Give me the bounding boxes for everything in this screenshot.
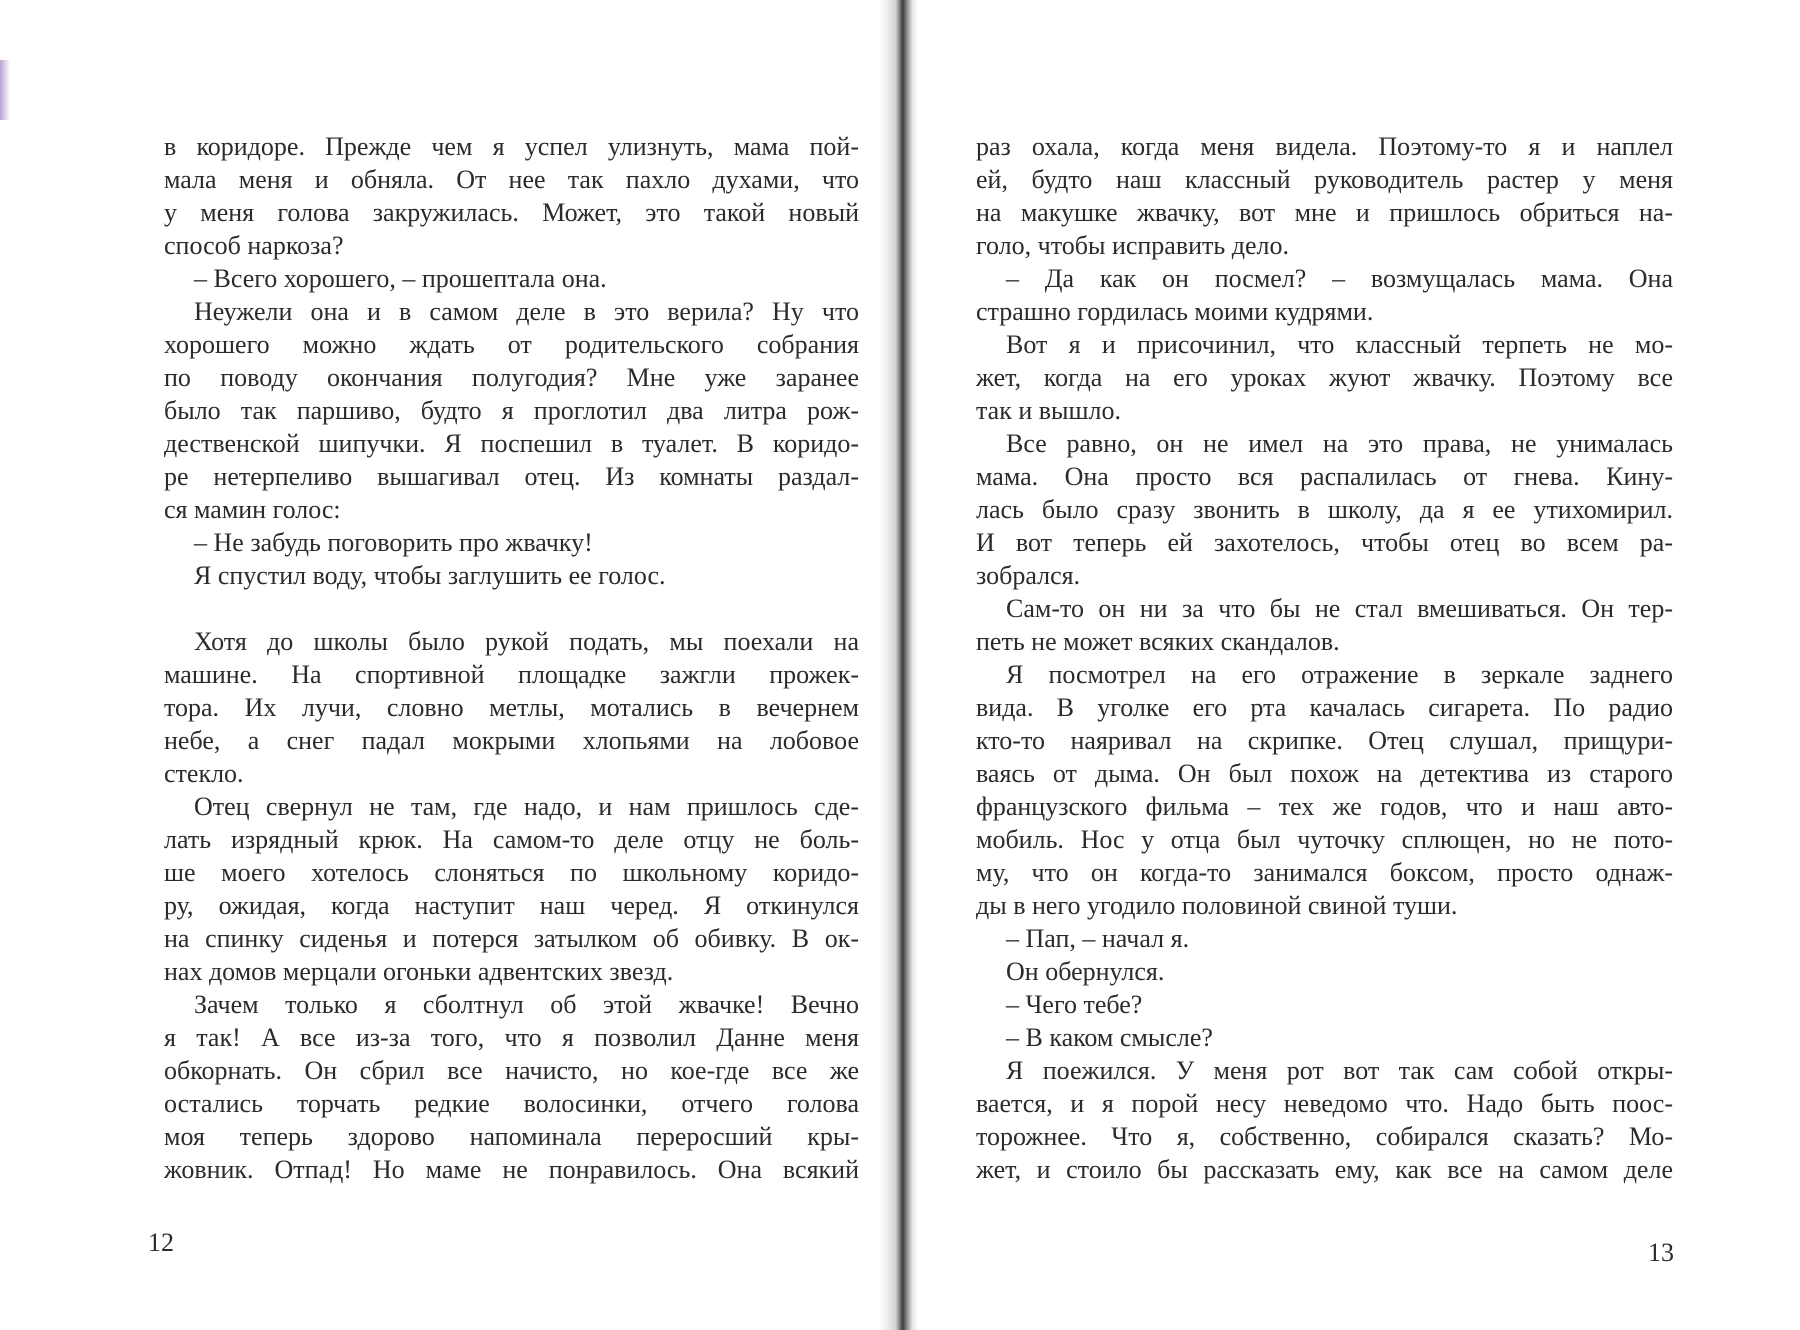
- text-line: Хотя до школы было рукой подать, мы поехали на: [194, 627, 859, 656]
- text-line: страшно гордилась моими кудрями.: [976, 297, 1374, 326]
- text-line: у меня голова закружилась. Может, это такой новый: [164, 198, 859, 227]
- text-line: Сам-то он ни за что бы не стал вмешиваться. Он тер-: [1006, 594, 1673, 623]
- text-line: – Чего тебе?: [1006, 990, 1143, 1019]
- text-line: стекло.: [164, 759, 244, 788]
- text-line: Я посмотрел на его отражение в зеркале заднего: [1006, 660, 1673, 689]
- text-line: моя теперь здорово напоминала переросший кры-: [164, 1122, 859, 1151]
- text-line: лать изрядный крюк. На самом-то деле отцу не боль-: [164, 825, 859, 854]
- left-page-number: 12: [148, 1228, 174, 1257]
- book-gutter: [878, 0, 918, 1330]
- text-line: голо, чтобы исправить дело.: [976, 231, 1290, 260]
- text-line: дественской шипучки. Я поспешил в туалет. В коридо-: [164, 429, 859, 458]
- text-line: Он обернулся.: [1006, 957, 1165, 986]
- text-line: Отец свернул не там, где надо, и нам пришлось сде-: [194, 792, 859, 821]
- text-line: ваясь от дыма. Он был похож на детектива из старого: [976, 759, 1673, 788]
- text-line: мобиль. Нос у отца был чуточку сплющен, но не пото-: [976, 825, 1673, 854]
- text-line: небе, а снег падал мокрыми хлопьями на лобовое: [164, 726, 859, 755]
- text-line: жет, и стоило бы рассказать ему, как все на самом деле: [976, 1155, 1673, 1184]
- right-page-number: 13: [1648, 1238, 1674, 1267]
- text-line: я так! А все из-за того, что я позволил Данне меня: [164, 1023, 859, 1052]
- text-line: в коридоре. Прежде чем я успел улизнуть, мама пой-: [164, 132, 859, 161]
- text-line: по поводу окончания полугодия? Мне уже заранее: [164, 363, 859, 392]
- text-line: жовник. Отпад! Но маме не понравилось. Она всякий: [164, 1155, 859, 1184]
- text-line: тора. Их лучи, словно метлы, мотались в вечернем: [164, 693, 859, 722]
- text-line: лась было сразу звонить в школу, да я ее утихомирил.: [976, 495, 1673, 524]
- page-edge-tint: [0, 60, 10, 120]
- text-line: – Да как он посмел? – возмущалась мама. Она: [1006, 264, 1673, 293]
- text-line: ше моего хотелось слоняться по школьному коридо-: [164, 858, 859, 887]
- text-line: способ наркоза?: [164, 231, 344, 260]
- text-line: остались торчать редкие волосинки, отчего голова: [164, 1089, 859, 1118]
- left-page-text: [164, 130, 859, 1186]
- text-line: Я спустил воду, чтобы заглушить ее голос.: [194, 561, 666, 590]
- text-line: Я поежился. У меня рот вот так сам собой откры-: [1006, 1056, 1673, 1085]
- text-line: зобрался.: [976, 561, 1081, 590]
- text-line: петь не может всяких скандалов.: [976, 627, 1340, 656]
- text-line: обкорнать. Он сбрил все начисто, но кое-где все же: [164, 1056, 859, 1085]
- text-line: ре нетерпеливо вышагивал отец. Из комнаты раздал-: [164, 462, 859, 491]
- text-line: Неужели она и в самом деле в это верила? Ну что: [194, 297, 859, 326]
- text-line: хорошего можно ждать от родительского собрания: [164, 330, 859, 359]
- text-line: мама. Она просто вся распалилась от гнева. Кину-: [976, 462, 1673, 491]
- text-line: торожнее. Что я, собственно, собирался сказать? Мо-: [976, 1122, 1673, 1151]
- text-line: раз охала, когда меня видела. Поэтому-то я и наплел: [976, 132, 1673, 161]
- text-line: ды в него угодило половиной свиной туши.: [976, 891, 1458, 920]
- text-line: французского фильма – тех же годов, что и наш авто-: [976, 792, 1673, 821]
- text-line: было так паршиво, будто я проглотил два литра рож-: [164, 396, 859, 425]
- text-line: кто-то наяривал на скрипке. Отец слушал, прищури-: [976, 726, 1673, 755]
- text-line: И вот теперь ей захотелось, чтобы отец во всем ра-: [976, 528, 1673, 557]
- text-line: ей, будто наш классный руководитель растер у меня: [976, 165, 1673, 194]
- text-line: машине. На спортивной площадке зажгли прожек-: [164, 660, 859, 689]
- text-line: ся мамин голос:: [164, 495, 341, 524]
- text-line: – Всего хорошего, – прошептала она.: [194, 264, 607, 293]
- text-line: Вот я и присочинил, что классный терпеть не мо-: [1006, 330, 1673, 359]
- right-page-text: [976, 130, 1673, 1186]
- text-line: нах домов мерцали огоньки адвентских звезд.: [164, 957, 674, 986]
- text-line: жет, когда на его уроках жуют жвачку. Поэтому все: [976, 363, 1673, 392]
- text-line: вается, и я порой несу неведомо что. Надо быть поос-: [976, 1089, 1673, 1118]
- paragraph-gap: [164, 592, 859, 625]
- text-line: вида. В уголке его рта качалась сигарета. По радио: [976, 693, 1673, 722]
- text-line: Зачем только я сболтнул об этой жвачке! Вечно: [194, 990, 859, 1019]
- text-line: мала меня и обняла. От нее так пахло духами, что: [164, 165, 859, 194]
- text-line: Все равно, он не имел на это права, не унималась: [1006, 429, 1673, 458]
- text-line: – В каком смысле?: [1006, 1023, 1213, 1052]
- text-line: – Пап, – начал я.: [1006, 924, 1190, 953]
- text-line: – Не забудь поговорить про жвачку!: [194, 528, 593, 557]
- text-line: му, что он когда-то занимался боксом, просто однаж-: [976, 858, 1673, 887]
- text-line: ру, ожидая, когда наступит наш черед. Я откинулся: [164, 891, 859, 920]
- text-line: на макушке жвачку, вот мне и пришлось обриться на-: [976, 198, 1673, 227]
- text-line: так и вышло.: [976, 396, 1122, 425]
- text-line: на спинку сиденья и потерся затылком об обивку. В ок-: [164, 924, 859, 953]
